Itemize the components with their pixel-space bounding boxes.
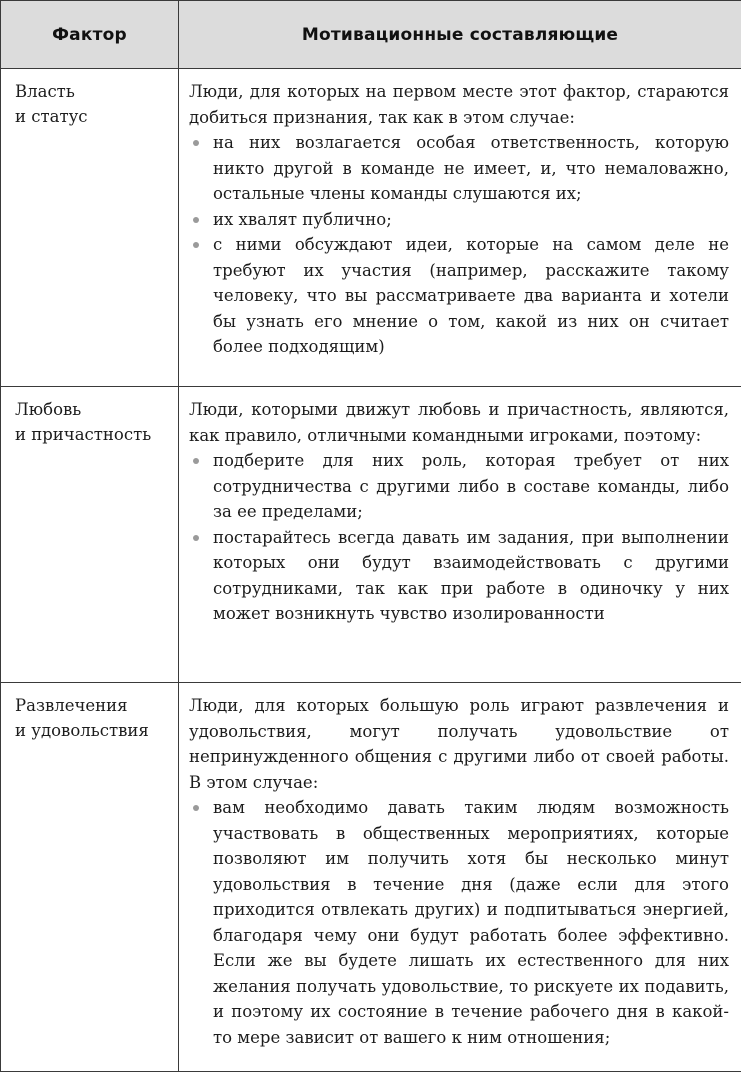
header-factor: Фактор (1, 1, 179, 69)
factor-line: Развлечения (15, 693, 172, 718)
list-item (189, 130, 729, 207)
factor-line: и причастность (15, 422, 172, 447)
motivation-intro: Люди, которыми движут любовь и причастность, являются, как правило, отличными командными игроками, поэтому: (189, 397, 729, 448)
table-row (1, 387, 741, 683)
list-item (189, 207, 729, 233)
list-item-text: подберите для них роль, которая требует от них сотрудничества с другими либо в составе команды, либо за ее пределами; (213, 451, 729, 521)
list-item (189, 232, 729, 360)
table-header-row (1, 1, 741, 69)
table-row (1, 69, 741, 387)
bullet-icon (193, 217, 199, 223)
motivation-cell (179, 683, 741, 1072)
bullet-icon (193, 242, 199, 248)
list-item (189, 525, 729, 627)
header-motivation: Мотивационные составляющие (179, 1, 741, 69)
motivation-cell (179, 387, 741, 683)
motivation-intro: Люди, для которых большую роль играют развлечения и удовольствия, могут получать удовольствие от непринужденного общения с другими либо от своей работы. В этом случае: (189, 693, 729, 795)
bullet-icon (193, 535, 199, 541)
factor-line: Власть (15, 79, 172, 104)
factor-cell (1, 69, 179, 387)
list-item-text: постарайтесь всегда давать им задания, при выполнении которых они будут взаимодействовать с другими сотрудниками, так как при работе в одиночку у них может возникнуть чувство изолированности (213, 528, 729, 624)
motivation-cell (179, 69, 741, 387)
factor-cell (1, 683, 179, 1072)
list-item-text: с ними обсуждают идеи, которые на самом деле не требуют их участия (например, расскажите такому человеку, что вы рассматриваете два варианта и хотели бы узнать его мнение о том, какой из них он считает более подходящим) (213, 235, 729, 356)
list-item (189, 795, 729, 1050)
table-row (1, 683, 741, 1072)
factor-line: Любовь (15, 397, 172, 422)
list-item-text: вам необходимо давать таким людям возможность участвовать в общественных мероприятиях, которые позволяют им получить хотя бы несколько минут удовольствия в течение дня (даже если для этого приходится отвлекать других) и подпитываться энергией, благодаря чему они будут работать более эффективно. Если же вы будете лишать их естественного для них желания получать удовольствие, то рискуете их подавить, и поэтому их состояние в течение рабочего дня в какой-то мере зависит от вашего к ним отношения; (213, 798, 729, 1047)
bullet-icon (193, 458, 199, 464)
bullet-icon (193, 140, 199, 146)
bullet-list (189, 130, 729, 360)
bullet-list (189, 795, 729, 1050)
list-item (189, 448, 729, 525)
list-item-text: на них возлагается особая ответственность, которую никто другой в команде не имеет, и, что немаловажно, остальные члены команды слушаются их; (213, 133, 729, 203)
list-item-text: их хвалят публично; (213, 210, 392, 229)
bullet-list (189, 448, 729, 627)
factor-line: и удовольствия (15, 718, 172, 743)
factor-line: и статус (15, 104, 172, 129)
bullet-icon (193, 805, 199, 811)
factor-cell (1, 387, 179, 683)
motivation-intro: Люди, для которых на первом месте этот фактор, стараются добиться признания, так как в этом случае: (189, 79, 729, 130)
